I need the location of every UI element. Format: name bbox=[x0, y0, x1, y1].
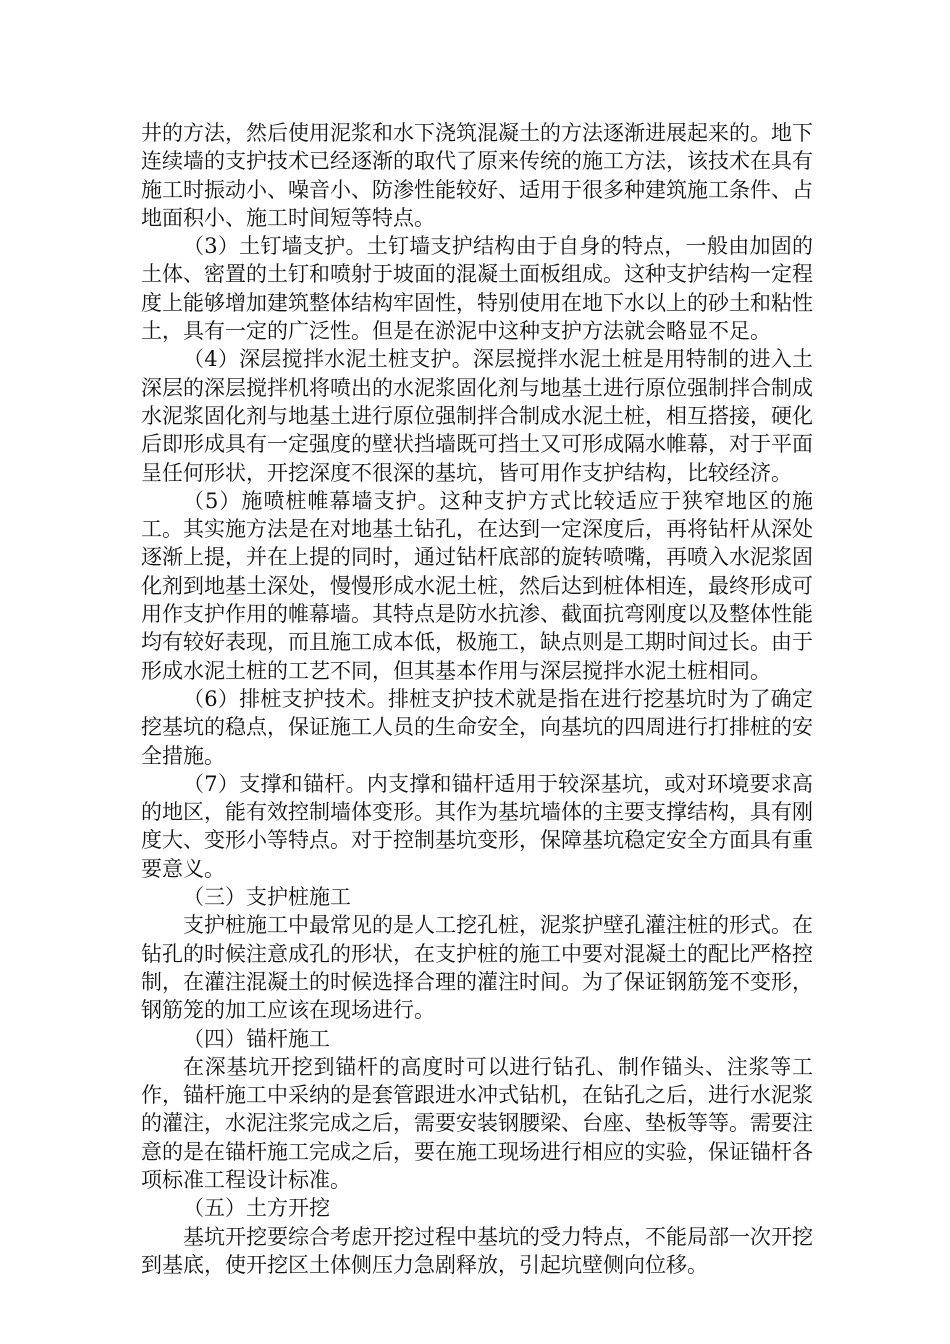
paragraph-bracing-anchor: （7）支撑和锚杆。内支撑和锚杆适用于较深基坑，或对环境要求高的地区，能有效控制墙体变形。其作为基坑墙体的主要支撑结构，具有刚度大、变形小等特点。对于控制基坑变形，保障基坑稳定安全方面具有重要意义。 bbox=[141, 771, 813, 881]
paragraph-soil-nail-wall: （3）土钉墙支护。土钉墙支护结构由于自身的特点，一般由加固的土体、密置的土钉和喷射于坡面的混凝土面板组成。这种支护结构一定程度上能够增加建筑整体结构牢固性，特别使用在地下水以上的砂土和粘性土，具有一定的广泛性。但是在淤泥中这种支护方法就会略显不足。 bbox=[141, 234, 813, 344]
paragraph-continuation: 井的方法，然后使用泥浆和水下浇筑混凝土的方法逐渐进展起来的。地下连续墙的支护技术已经逐渐的取代了原来传统的施工方法，该技术在具有施工时振动小、噪音小、防渗性能较好、适用于很多种建筑施工条件、占地面积小、施工时间短等特点。 bbox=[141, 121, 813, 230]
section-heading-excavation: （五）土方开挖 bbox=[183, 1196, 330, 1221]
paragraph-excavation: 基坑开挖要综合考虑开挖过程中基坑的受力特点，不能局部一次开挖到基底，使开挖区土体侧压力急剧释放，引起坑壁侧向位移。 bbox=[141, 1224, 813, 1277]
section-heading-anchor: （四）锚杆施工 bbox=[183, 1026, 330, 1051]
paragraph-support-pile: 支护桩施工中最常见的是人工挖孔桩，泥浆护壁孔灌注桩的形式。在钻孔的时候注意成孔的形状，在支护桩的施工中要对混凝土的配比严格控制，在灌注混凝土的时候选择合理的灌注时间。为了保证钢筋笼不变形，钢筋笼的加工应该在现场进行。 bbox=[141, 913, 813, 1023]
paragraph-deep-mixing-pile: （4）深层搅拌水泥土桩支护。深层搅拌水泥土桩是用特制的进入土深层的深层搅拌机将喷出的水泥浆固化剂与地基土进行原位强制拌合制成水泥浆固化剂与地基土进行原位强制拌合制成水泥土桩，相互搭接，硬化后即形成具有一定强度的壁状挡墙既可挡土又可形成隔水帷幕，对于平面呈任何形状，开挖深度不很深的基坑，皆可用作支护结构，比较经济。 bbox=[141, 347, 813, 485]
paragraph-row-pile: （6）排桩支护技术。排桩支护技术就是指在进行挖基坑时为了确定挖基坑的稳点，保证施工人员的生命安全，向基坑的四周进行打排桩的安全措施。 bbox=[141, 686, 813, 768]
document-body bbox=[141, 119, 813, 1279]
section-heading-support-pile: （三）支护桩施工 bbox=[183, 885, 351, 910]
paragraph-anchor: 在深基坑开挖到锚杆的高度时可以进行钻孔、制作锚头、注浆等工作，锚杆施工中采纳的是套管跟进水冲式钻机，在钻孔之后，进行水泥浆的灌注，水泥注浆完成之后，需要安装钢腰梁、台座、垫板等等。需要注意的是在锚杆施工完成之后，要在施工现场进行相应的实验，保证锚杆各项标准工程设计标准。 bbox=[141, 1054, 813, 1192]
paragraph-jet-grouting-curtain: （5）施喷桩帷幕墙支护。这种支护方式比较适应于狭窄地区的施工。其实施方法是在对地基土钻孔，在达到一定深度后，再将钻杆从深处逐渐上提，并在上提的同时，通过钻杆底部的旋转喷嘴，再喷入水泥浆固化剂到地基土深处，慢慢形成水泥土桩，然后达到桩体相连，最终形成可用作支护作用的帷幕墙。其特点是防水抗渗、截面抗弯刚度以及整体性能均有较好表现，而且施工成本低，极施工，缺点则是工期时间过长。由于形成水泥土桩的工艺不同，但其基本作用与深层搅拌水泥土桩相同。 bbox=[141, 488, 813, 683]
